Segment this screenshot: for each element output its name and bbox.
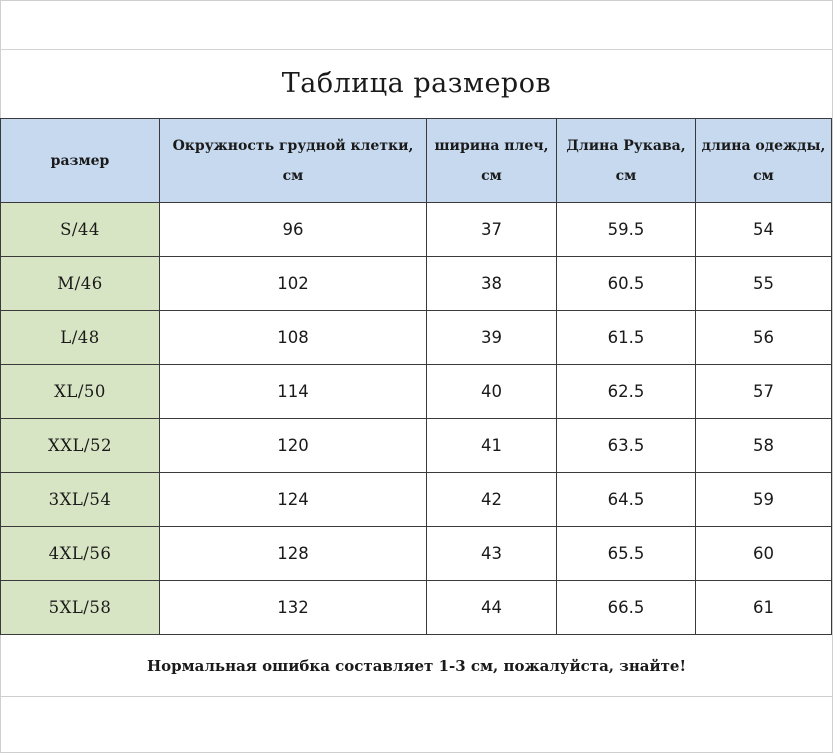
chest-cell: 102 — [160, 257, 427, 311]
header-length-line-1: длина одежды, — [701, 137, 826, 154]
table-row — [1, 365, 832, 419]
sleeve-cell: 61.5 — [557, 311, 696, 365]
length-cell: 60 — [696, 527, 832, 581]
chest-cell: 96 — [160, 203, 427, 257]
chest-cell: 124 — [160, 473, 427, 527]
size-cell: XL/50 — [1, 365, 160, 419]
table-row — [1, 311, 832, 365]
size-cell: S/44 — [1, 203, 160, 257]
header-size-line-1: размер — [50, 152, 110, 169]
length-cell: 57 — [696, 365, 832, 419]
header-length-line-2: см — [753, 167, 774, 184]
header-row — [1, 119, 832, 203]
size-cell: M/46 — [1, 257, 160, 311]
measurement-error-note: Нормальная ошибка составляет 1-3 см, пожалуйста, знайте! — [146, 657, 687, 675]
length-cell: 58 — [696, 419, 832, 473]
header-length — [696, 119, 832, 203]
sleeve-cell: 64.5 — [557, 473, 696, 527]
table-row — [1, 527, 832, 581]
length-cell: 59 — [696, 473, 832, 527]
shoulder-cell: 43 — [427, 527, 557, 581]
shoulder-cell: 40 — [427, 365, 557, 419]
length-cell: 61 — [696, 581, 832, 635]
size-cell: XXL/52 — [1, 419, 160, 473]
shoulder-cell: 44 — [427, 581, 557, 635]
chest-cell: 114 — [160, 365, 427, 419]
shoulder-cell: 41 — [427, 419, 557, 473]
header-sleeve-line-2: см — [615, 167, 637, 184]
shoulder-cell: 42 — [427, 473, 557, 527]
sleeve-cell: 62.5 — [557, 365, 696, 419]
shoulder-cell: 39 — [427, 311, 557, 365]
header-chest-line-2: см — [282, 167, 304, 184]
sleeve-cell: 65.5 — [557, 527, 696, 581]
header-chest-line-1: Окружность грудной клетки, — [172, 137, 414, 154]
chest-cell: 108 — [160, 311, 427, 365]
header-chest — [160, 119, 427, 203]
chest-cell: 120 — [160, 419, 427, 473]
table-row — [1, 473, 832, 527]
header-shoulder — [427, 119, 557, 203]
size-cell: L/48 — [1, 311, 160, 365]
length-cell: 54 — [696, 203, 832, 257]
shoulder-cell: 37 — [427, 203, 557, 257]
header-sleeve — [557, 119, 696, 203]
chest-cell: 132 — [160, 581, 427, 635]
sleeve-cell: 60.5 — [557, 257, 696, 311]
table-row — [1, 203, 832, 257]
table-row — [1, 419, 832, 473]
length-cell: 56 — [696, 311, 832, 365]
shoulder-cell: 38 — [427, 257, 557, 311]
table-row — [1, 581, 832, 635]
size-cell: 4XL/56 — [1, 527, 160, 581]
length-cell: 55 — [696, 257, 832, 311]
size-chart-table — [0, 118, 832, 635]
size-cell: 5XL/58 — [1, 581, 160, 635]
size-cell: 3XL/54 — [1, 473, 160, 527]
header-sleeve-line-1: Длина Рукава, — [566, 137, 686, 154]
page-title: Таблица размеров — [281, 68, 552, 99]
chest-cell: 128 — [160, 527, 427, 581]
top-divider — [0, 49, 833, 50]
sleeve-cell: 59.5 — [557, 203, 696, 257]
bottom-divider — [0, 696, 833, 697]
header-shoulder-line-1: ширина плеч, — [434, 137, 549, 154]
sleeve-cell: 63.5 — [557, 419, 696, 473]
sleeve-cell: 66.5 — [557, 581, 696, 635]
header-size — [1, 119, 160, 203]
header-shoulder-line-2: см — [481, 167, 502, 184]
table-row — [1, 257, 832, 311]
